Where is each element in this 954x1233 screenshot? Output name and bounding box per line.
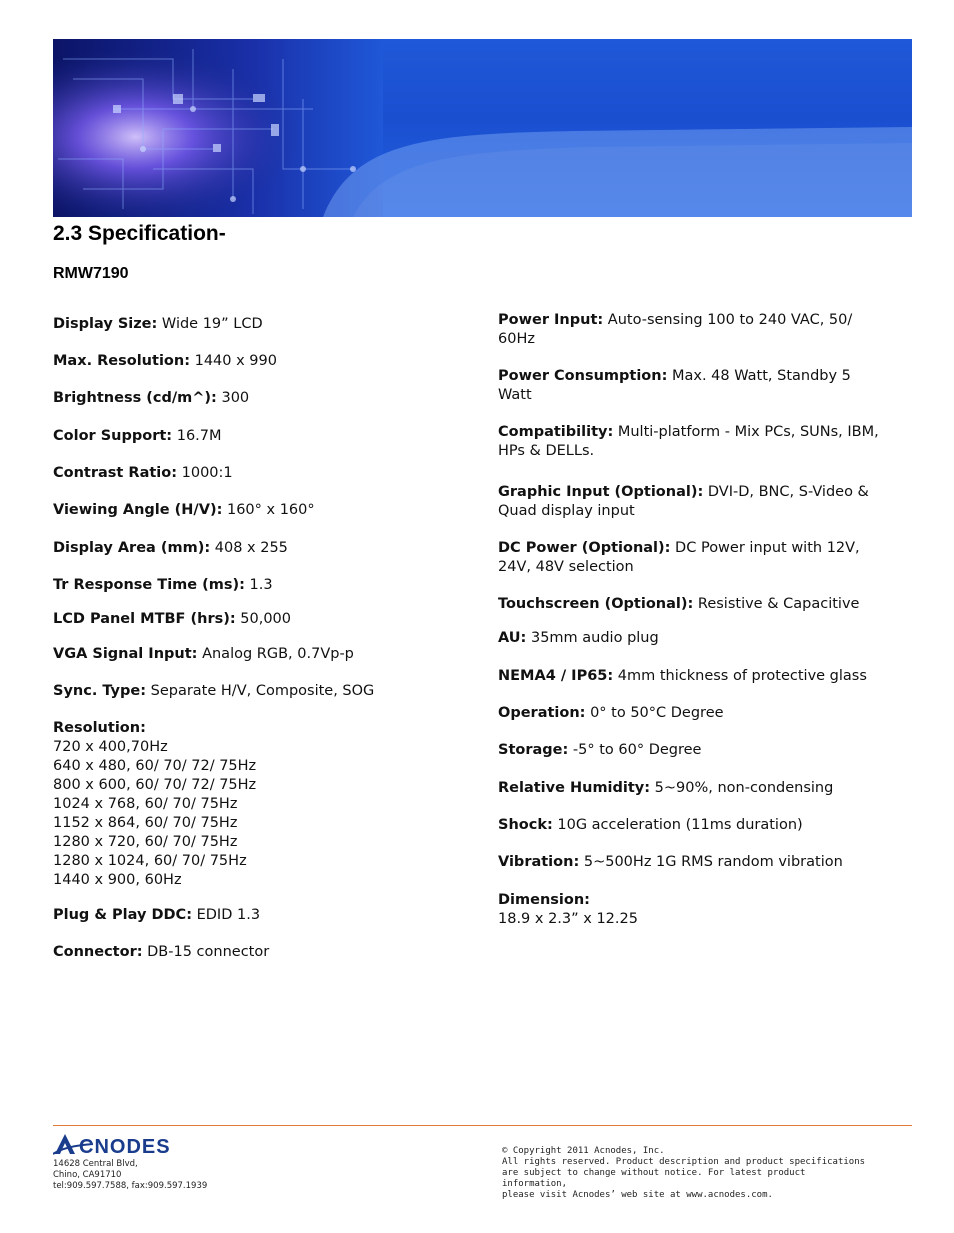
spec-value: 18.9 x 2.3” x 12.25 [498, 911, 638, 927]
spec-vibration [498, 853, 908, 872]
spec-color-support [53, 427, 453, 446]
spec-dimension [498, 891, 908, 929]
resolution-line: 640 x 480, 60/ 70/ 72/ 75Hz [53, 758, 257, 774]
resolution-line: 1280 x 1024, 60/ 70/ 75Hz [53, 853, 247, 869]
spec-value: EDID 1.3 [192, 907, 261, 923]
spec-label: Dimension: [498, 892, 590, 908]
spec-label: Relative Humidity: [498, 780, 651, 796]
copyright-line: are subject to change without notice. For latest product information, [502, 1168, 806, 1189]
spec-value: 5~500Hz 1G RMS random vibration [579, 854, 843, 870]
spec-label: Display Size: [53, 316, 158, 332]
copyright-line: please visit Acnodes’ web site at www.acnodes.com. [502, 1190, 773, 1200]
spec-value: 408 x 255 [210, 540, 288, 556]
spec-contrast-ratio [53, 464, 453, 483]
circuit-board-image [53, 39, 912, 217]
model-name: RMW7190 [53, 265, 129, 282]
spec-value: -5° to 60° Degree [568, 742, 702, 758]
spec-label: Tr Response Time (ms): [53, 577, 245, 593]
spec-label: Touchscreen (Optional): [498, 596, 694, 612]
footer-divider [53, 1125, 912, 1126]
spec-value: Analog RGB, 0.7Vp-p [197, 646, 354, 662]
spec-label: Color Support: [53, 428, 173, 444]
spec-operation [498, 704, 908, 723]
spec-value: 5~90%, non-condensing [650, 780, 834, 796]
spec-label: Compatibility: [498, 424, 614, 440]
spec-plug-and-play [53, 906, 453, 925]
section-title: 2.3 Specification- [53, 222, 226, 245]
copyright-line: © Copyright 2011 Acnodes, Inc. [502, 1146, 665, 1156]
svg-text:CNODES: CNODES [79, 1136, 171, 1156]
spec-mtbf [53, 610, 453, 629]
spec-compatibility [498, 423, 908, 461]
spec-label: Resolution: [53, 720, 146, 736]
resolution-line: 720 x 400,70Hz [53, 739, 168, 755]
spec-value: Multi-platform - Mix PCs, SUNs, IBM, HPs & DELLs. [498, 424, 879, 459]
spec-audio [498, 629, 908, 648]
spec-display-area [53, 539, 453, 558]
spec-value: 4mm thickness of protective glass [613, 668, 867, 684]
spec-value: Separate H/V, Composite, SOG [146, 683, 375, 699]
spec-label: Shock: [498, 817, 553, 833]
spec-value: Max. 48 Watt, Standby 5 Watt [498, 368, 851, 403]
spec-sync-type [53, 682, 453, 701]
spec-storage [498, 741, 908, 760]
resolution-line: 1024 x 768, 60/ 70/ 75Hz [53, 796, 238, 812]
spec-max-resolution [53, 352, 453, 371]
spec-label: VGA Signal Input: [53, 646, 198, 662]
spec-response-time [53, 576, 453, 595]
spec-value: DVI-D, BNC, S-Video & Quad display input [498, 484, 869, 519]
spec-label: Storage: [498, 742, 569, 758]
header-banner [53, 39, 912, 217]
spec-value: Resistive & Capacitive [693, 596, 860, 612]
copyright-notice [502, 1146, 872, 1201]
spec-value: DC Power input with 12V, 24V, 48V selection [498, 540, 860, 575]
spec-label: Plug & Play DDC: [53, 907, 192, 923]
spec-label: DC Power (Optional): [498, 540, 671, 556]
spec-power-consumption [498, 367, 883, 405]
spec-value: Auto-sensing 100 to 240 VAC, 50/ 60Hz [498, 312, 853, 347]
spec-value: 10G acceleration (11ms duration) [552, 817, 803, 833]
acnodes-logo [53, 1132, 213, 1156]
spec-value: 1000:1 [177, 465, 233, 481]
spec-value: 300 [216, 390, 250, 406]
spec-label: Graphic Input (Optional): [498, 484, 704, 500]
resolution-line: 800 x 600, 60/ 70/ 72/ 75Hz [53, 777, 257, 793]
resolution-line: 1152 x 864, 60/ 70/ 75Hz [53, 815, 238, 831]
spec-label: Sync. Type: [53, 683, 147, 699]
spec-label: Power Input: [498, 312, 604, 328]
spec-vga-signal [53, 645, 453, 664]
spec-touchscreen [498, 595, 908, 614]
spec-value: 0° to 50°C Degree [585, 705, 724, 721]
spec-label: Contrast Ratio: [53, 465, 178, 481]
spec-value: Wide 19” LCD [157, 316, 263, 332]
spec-graphic-input [498, 483, 908, 521]
spec-label: AU: [498, 630, 527, 646]
spec-value: 50,000 [235, 611, 292, 627]
spec-display-size [53, 315, 453, 334]
spec-value: 1.3 [244, 577, 273, 593]
spec-value: 16.7M [172, 428, 222, 444]
spec-label: Display Area (mm): [53, 540, 211, 556]
address-line: 14628 Central Blvd, [53, 1159, 138, 1169]
spec-viewing-angle [53, 501, 453, 520]
spec-connector [53, 943, 453, 962]
spec-value: 1440 x 990 [190, 353, 277, 369]
spec-label: LCD Panel MTBF (hrs): [53, 611, 236, 627]
spec-label: Connector: [53, 944, 143, 960]
spec-label: Brightness (cd/m^): [53, 390, 217, 406]
spec-brightness [53, 389, 453, 408]
address-line: Chino, CA91710 [53, 1170, 122, 1180]
resolution-line: 1440 x 900, 60Hz [53, 872, 182, 888]
resolution-line: 1280 x 720, 60/ 70/ 75Hz [53, 834, 238, 850]
spec-resolution [53, 719, 453, 890]
spec-nema4 [498, 667, 908, 686]
spec-value: DB-15 connector [142, 944, 270, 960]
spec-label: Viewing Angle (H/V): [53, 502, 223, 518]
spec-label: Vibration: [498, 854, 580, 870]
spec-value: 160° x 160° [222, 502, 315, 518]
spec-dc-power [498, 539, 888, 577]
spec-value: 35mm audio plug [526, 630, 659, 646]
spec-humidity [498, 779, 908, 798]
spec-label: Max. Resolution: [53, 353, 190, 369]
company-address [53, 1159, 207, 1192]
spec-label: Operation: [498, 705, 586, 721]
copyright-line: All rights reserved. Product description and product specifications [502, 1157, 866, 1167]
spec-label: NEMA4 / IP65: [498, 668, 614, 684]
spec-shock [498, 816, 908, 835]
address-line: tel:909.597.7588, fax:909.597.1939 [53, 1181, 208, 1191]
spec-power-input [498, 311, 883, 349]
spec-label: Power Consumption: [498, 368, 668, 384]
